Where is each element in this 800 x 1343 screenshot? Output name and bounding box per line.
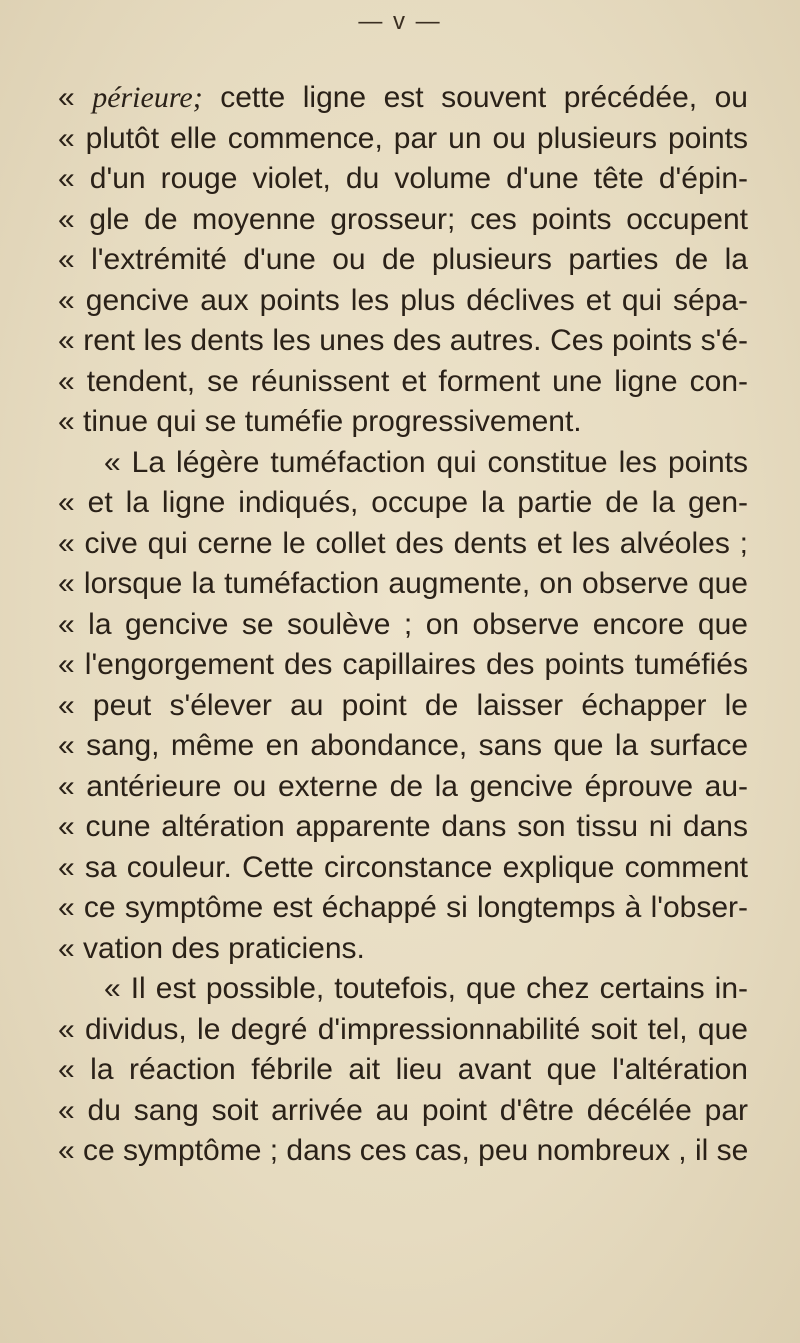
text-line: « cive qui cerne le collet des dents et les alvéoles ; bbox=[58, 526, 748, 560]
text-line: « sang, même en abondance, sans que la surface bbox=[58, 729, 748, 762]
text-line: « ce symptôme est échappé si longtemps à l'obser- bbox=[58, 891, 748, 924]
text-line: « cune altération apparente dans son tissu ni dans bbox=[58, 810, 748, 843]
text-line: « sa couleur. Cette circonstance explique comment bbox=[58, 850, 748, 884]
text-line: « peut s'élever au point de laisser échapper le bbox=[58, 688, 748, 722]
text-line: « antérieure ou externe de la gencive éprouve au- bbox=[58, 769, 748, 803]
text-line: « et la ligne indiqués, occupe la partie de la gen- bbox=[58, 486, 748, 519]
text-line: « vation des praticiens. bbox=[58, 931, 365, 965]
page-number: — v — bbox=[358, 8, 442, 35]
body-text bbox=[58, 78, 748, 1172]
text-line: « tinue qui se tuméfie progressivement. bbox=[58, 405, 582, 438]
text-line: « gle de moyenne grosseur; ces points occupent bbox=[58, 202, 748, 236]
italic-word: périeure; bbox=[92, 81, 203, 114]
text-line: « gencive aux points les plus déclives et qui sépa- bbox=[58, 283, 748, 317]
text-line: « la gencive se soulève ; on observe encore que bbox=[58, 607, 748, 641]
text-line: « plutôt elle commence, par un ou plusieurs points bbox=[58, 121, 748, 155]
paragraph-start-line: « Il est possible, toutefois, que chez certains in- bbox=[104, 972, 748, 1005]
text-line: « périeure; cette ligne est souvent précédée, ou bbox=[58, 81, 748, 114]
text-line: « rent les dents les unes des autres. Ces points s'é- bbox=[58, 324, 748, 357]
text-line: « du sang soit arrivée au point d'être décélée par bbox=[58, 1093, 748, 1127]
text-line: « ce symptôme ; dans ces cas, peu nombreux , il se bbox=[58, 1134, 749, 1167]
text-line: « dividus, le degré d'impressionnabilité soit tel, que bbox=[58, 1012, 748, 1046]
text-line: « la réaction fébrile ait lieu avant que l'altération bbox=[58, 1053, 748, 1086]
text-line: « l'engorgement des capillaires des points tuméfiés bbox=[58, 648, 748, 681]
paragraph-start-line: « La légère tuméfaction qui constitue les points bbox=[104, 445, 748, 479]
text-line: « tendent, se réunissent et forment une ligne con- bbox=[58, 364, 748, 398]
text-line: « l'extrémité d'une ou de plusieurs parties de la bbox=[58, 243, 748, 276]
text-line: « d'un rouge violet, du volume d'une tête d'épin- bbox=[58, 162, 748, 195]
text-line: « lorsque la tuméfaction augmente, on observe que bbox=[58, 567, 748, 600]
